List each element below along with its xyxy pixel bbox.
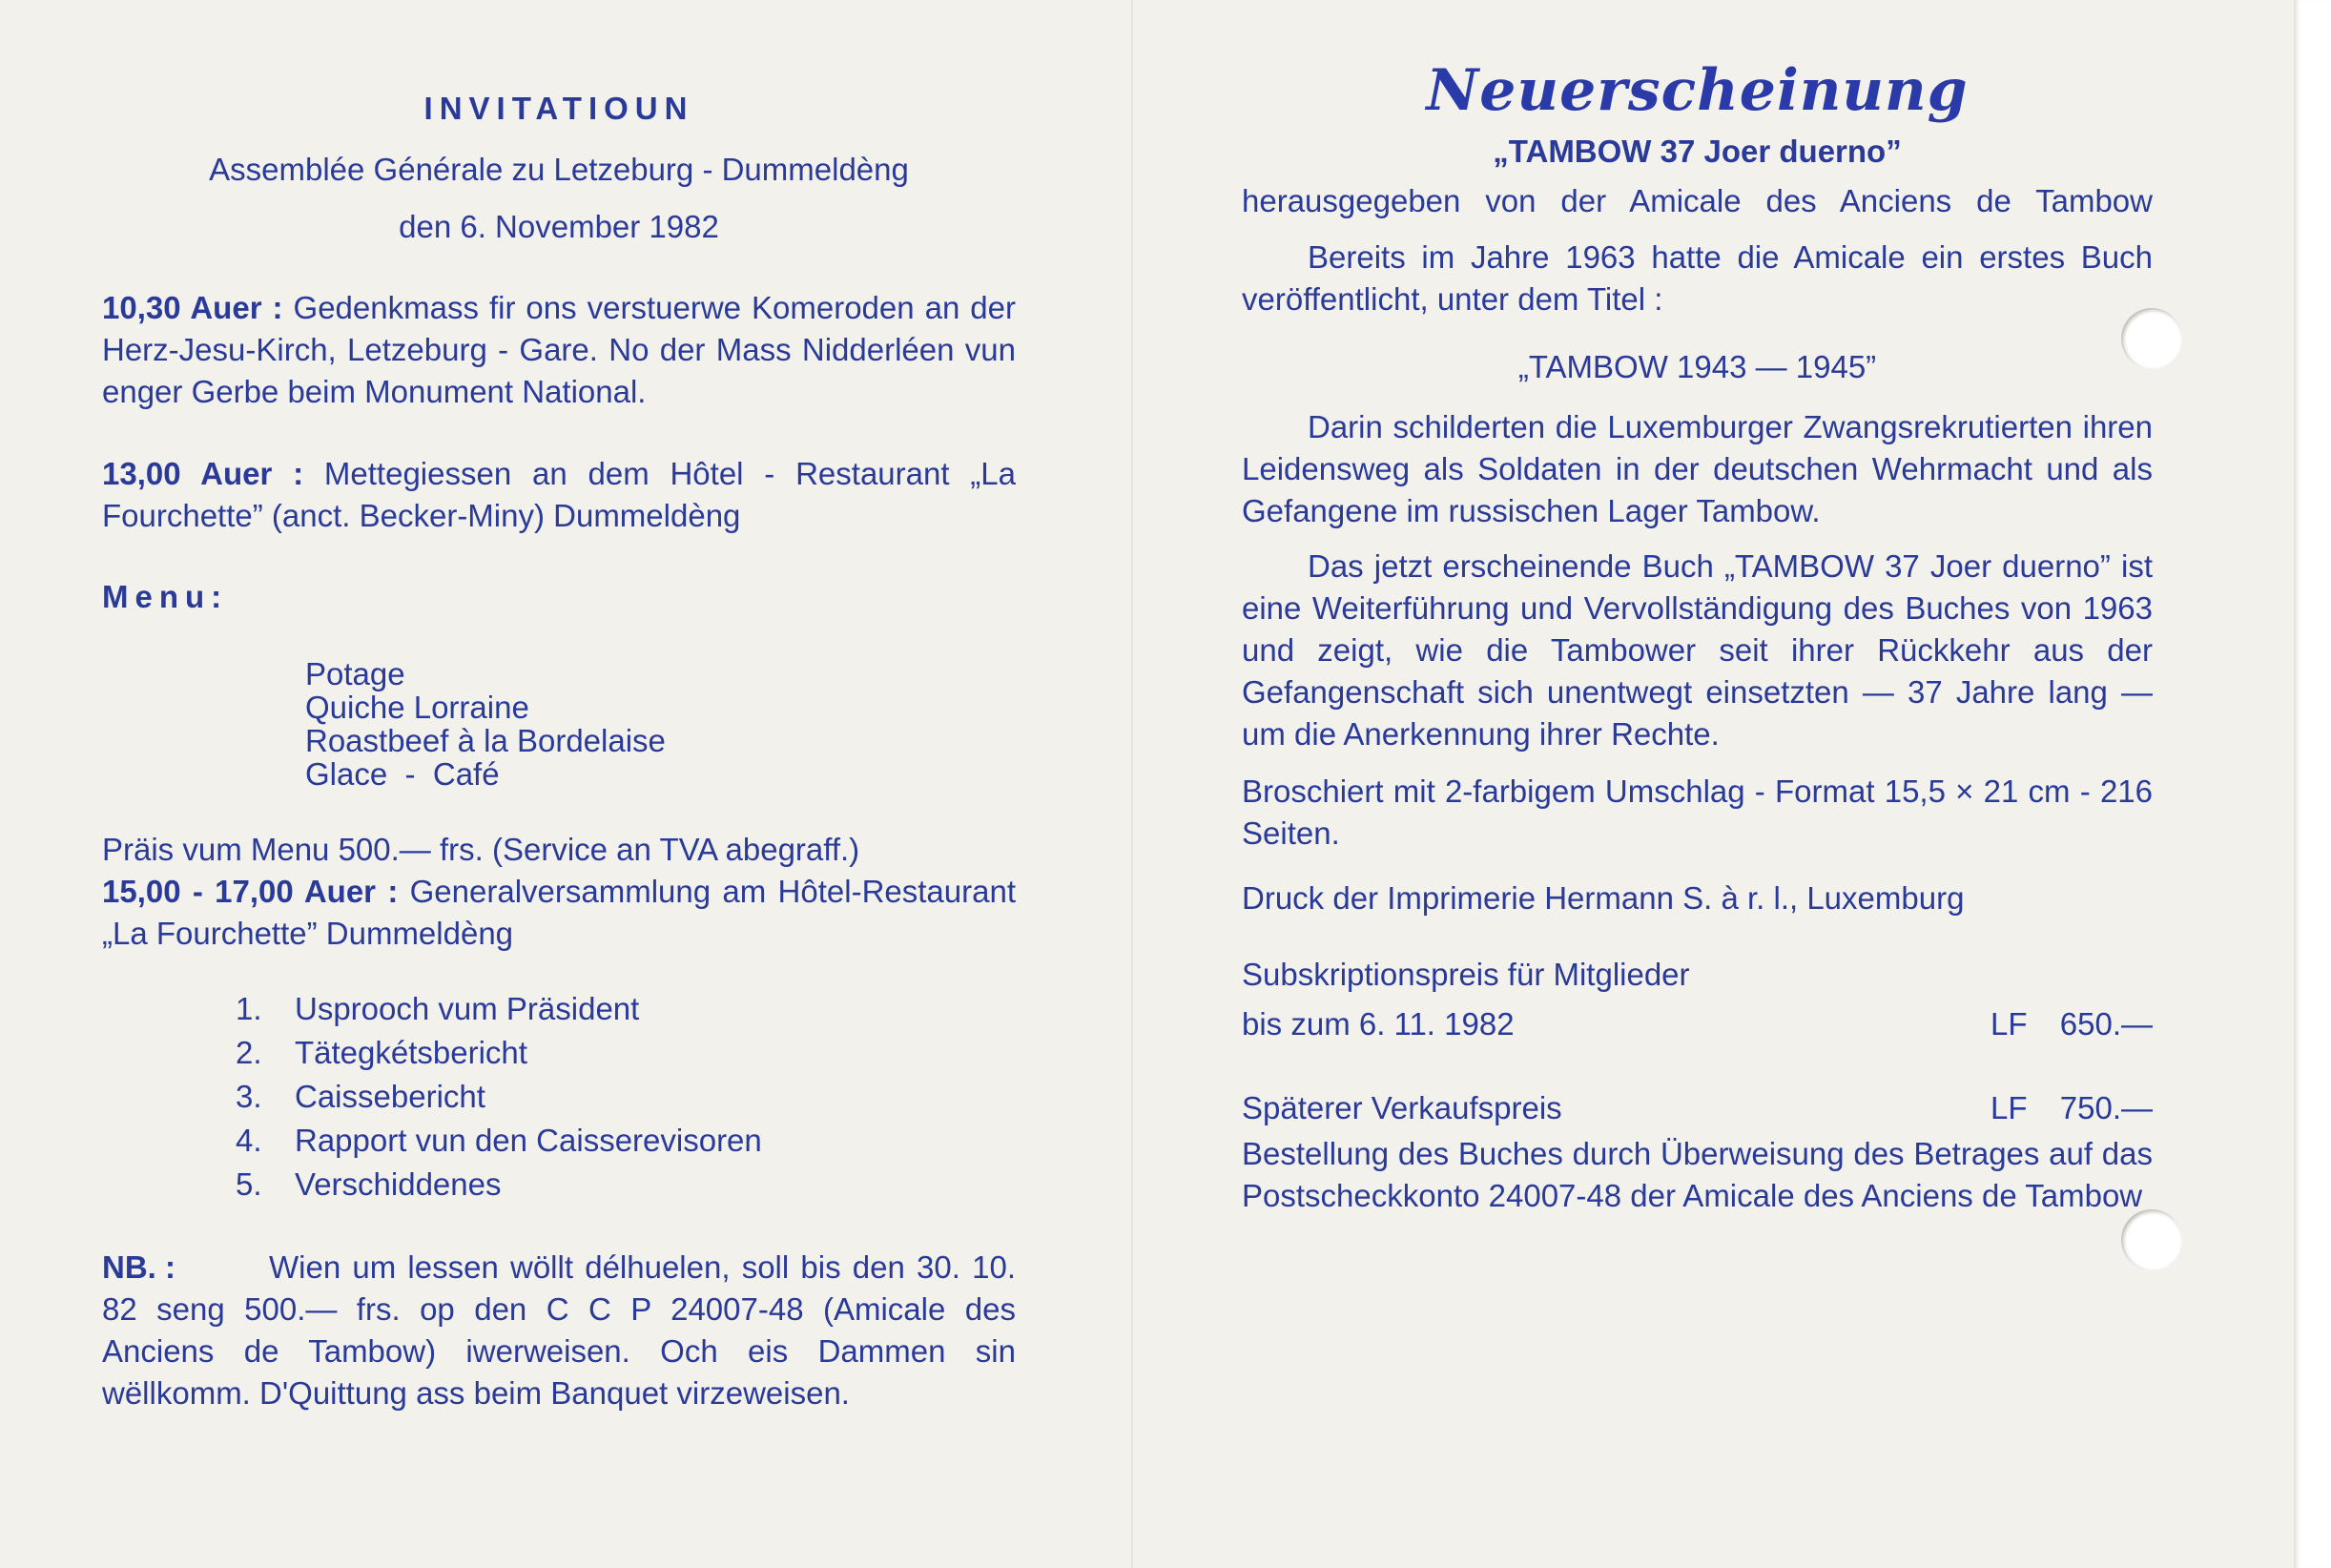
price-amount: 750.—: [2059, 1090, 2153, 1125]
book-title: „TAMBOW 37 Joer duerno”: [1493, 134, 1902, 169]
invitation-page: [102, 91, 1016, 1414]
schedule-text: Mettegiessen an dem Hôtel - Restaurant „La Fourchette” (anct. Becker-Miny) Dummeldèng: [102, 456, 1016, 533]
agenda-item: [102, 987, 1016, 1031]
assembly-subtitle: Assemblée Générale zu Letzeburg - Dummeldèng: [209, 152, 909, 187]
menu-item: Quiche Lorraine: [305, 690, 529, 725]
agenda-text: Verschiddenes: [295, 1166, 502, 1202]
first-book-title: „TAMBOW 1943 — 1945”: [1517, 349, 1877, 384]
schedule-item-assembly: [102, 871, 1016, 955]
agenda-item: [102, 1031, 1016, 1075]
agenda-number: 3.: [236, 1079, 262, 1114]
later-price: [1991, 1087, 2153, 1129]
schedule-item-lunch: [102, 453, 1016, 537]
agenda-number: 5.: [236, 1166, 262, 1202]
announcement-page: [1242, 57, 2153, 1217]
schedule-item-mass: [102, 287, 1016, 413]
paragraph-description: Darin schilderten die Luxemburger Zwangsrekrutierten ihren Leidensweg als Soldaten in der deutschen Wehrmacht und als Gefangene im russischen Lager Tambow.: [1242, 409, 2153, 528]
menu-list: [102, 657, 1016, 791]
agenda-item: [102, 1075, 1016, 1119]
menu-item: Glace - Café: [305, 756, 500, 792]
nb-label: NB. :: [102, 1249, 175, 1285]
agenda-number: 1.: [236, 991, 262, 1026]
fold-line: [1131, 0, 1133, 1568]
menu-item: Roastbeef à la Bordelaise: [305, 723, 666, 758]
format-info: Broschiert mit 2-farbigem Umschlag - Format 15,5 × 21 cm - 216 Seiten.: [1242, 774, 2153, 851]
paper-edge: [2294, 0, 2331, 1568]
assembly-date: den 6. November 1982: [399, 209, 719, 244]
menu-price: Präis vum Menu 500.— frs. (Service an TVA abegraff.): [102, 832, 860, 867]
invitation-title: INVITATIOUN: [423, 91, 694, 126]
schedule-text: Generalversammlung am Hôtel-Restaurant „La Fourchette” Dummeldèng: [102, 874, 1016, 951]
schedule-time: 15,00 - 17,00 Auer :: [102, 874, 399, 909]
menu-heading: Menu:: [102, 579, 229, 614]
agenda-text: Caissebericht: [295, 1079, 485, 1114]
currency: LF: [1991, 1090, 2028, 1125]
punch-hole-bottom: [2121, 1209, 2182, 1270]
price-amount: 650.—: [2059, 1006, 2153, 1042]
menu-item: Potage: [305, 656, 405, 691]
agenda-text: Usprooch vum Präsident: [295, 991, 640, 1026]
agenda-item: [102, 1119, 1016, 1163]
later-price-label: Späterer Verkaufspreis: [1242, 1090, 1562, 1125]
currency: LF: [1991, 1006, 2028, 1042]
agenda-list: [102, 987, 1016, 1207]
subscription-price: [1991, 1003, 2153, 1045]
nb-text: Wien um lessen wöllt délhuelen, soll bis den 30. 10. 82 seng 500.— frs. op den C C P 24007-48 (Amicale des Anciens de Tambow) iwerweisen. Och eis Dammen sin wëllkomm. D'Quittung ass beim Banquet virzeweisen.: [102, 1249, 1016, 1411]
paragraph-new-book: Das jetzt erscheinende Buch „TAMBOW 37 Joer duerno” ist eine Weiterführung und Vervollständigung des Buches von 1963 und zeigt, wie die Tambower seit ihrer Rückkehr aus der Gefangenschaft sich unentwegt einsetzten — 37 Jahre lang — um die Anerkennung ihrer Rechte.: [1242, 548, 2153, 752]
schedule-text: Gedenkmass fir ons verstuerwe Komeroden an der Herz-Jesu-Kirch, Letzeburg - Gare. No der Mass Nidderléen vun enger Gerbe beim Monument National.: [102, 290, 1017, 409]
paragraph-first-book: Bereits im Jahre 1963 hatte die Amicale ein erstes Buch veröffentlicht, unter dem Titel :: [1242, 239, 2153, 317]
nota-bene: [102, 1247, 1016, 1414]
agenda-item: [102, 1163, 1016, 1207]
order-instructions: Bestellung des Buches durch Überweisung des Betrages auf das Postscheckkonto 24007-48 der Amicale des Anciens de Tambow: [1242, 1136, 2153, 1213]
schedule-time: 13,00 Auer :: [102, 456, 304, 491]
subscription-deadline: bis zum 6. 11. 1982: [1242, 1006, 1515, 1042]
publisher-line: herausgegeben von der Amicale des Anciens de Tambow: [1242, 183, 2153, 218]
announcement-title: Neuerscheinung: [1426, 57, 1969, 124]
subscription-price-row: [1242, 1003, 2153, 1045]
agenda-number: 2.: [236, 1035, 262, 1070]
punch-hole-top: [2121, 308, 2182, 369]
schedule-time: 10,30 Auer :: [102, 290, 283, 325]
subscription-label: Subskriptionspreis für Mitglieder: [1242, 957, 1690, 992]
agenda-number: 4.: [236, 1123, 262, 1158]
later-price-row: [1242, 1087, 2153, 1129]
printer-info: Druck der Imprimerie Hermann S. à r. l., Luxemburg: [1242, 880, 1965, 916]
agenda-text: Rapport vun den Caisserevisoren: [295, 1123, 762, 1158]
agenda-text: Tätegkétsbericht: [295, 1035, 527, 1070]
